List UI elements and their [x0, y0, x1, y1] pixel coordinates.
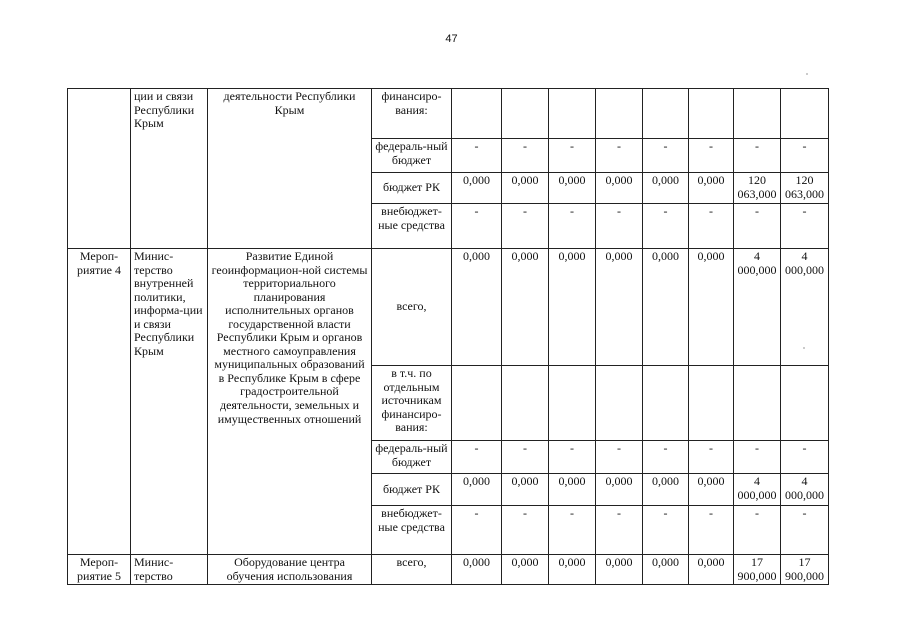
amount-cell: 0,000 [689, 555, 734, 585]
amount-cell: - [502, 139, 549, 173]
amount-cell: 0,000 [452, 555, 502, 585]
amount-cell: - [549, 441, 596, 474]
description-cell: Развитие Единой геоинформацион-ной системы территориального планирования исполнительных органов государственной власти Республики Крым и органов местного самоуправления муниципальных образований в Республике Крым в сфере градостроительной деятельности, земельных и имущественных отношений [208, 249, 372, 555]
amount-cell: 4 000,000 [781, 474, 829, 506]
amount-cell: 4 000,000 [734, 474, 781, 506]
amount-cell: - [734, 441, 781, 474]
amount-cell: - [734, 204, 781, 249]
amount-cell: 0,000 [596, 249, 643, 366]
amount-cell: - [596, 506, 643, 555]
page-number: 47 [445, 33, 458, 45]
amount-cell: 0,000 [452, 249, 502, 366]
amount-cell: 0,000 [549, 249, 596, 366]
funding-source-cell: финансиро-вания: [372, 89, 452, 139]
amount-cell: - [502, 506, 549, 555]
amount-cell: - [596, 139, 643, 173]
funding-source-cell: бюджет РК [372, 173, 452, 204]
amount-cell: - [781, 204, 829, 249]
amount-cell: 0,000 [502, 474, 549, 506]
amount-cell: 0,000 [689, 474, 734, 506]
table-row [68, 249, 829, 366]
amount-cell [781, 366, 829, 441]
amount-cell: 0,000 [549, 173, 596, 204]
table-row [68, 89, 829, 139]
amount-cell: - [781, 506, 829, 555]
executor-cell: Минис-терство [131, 555, 208, 585]
amount-cell: - [452, 506, 502, 555]
amount-cell: - [549, 204, 596, 249]
amount-cell [502, 366, 549, 441]
funding-source-cell: всего, [372, 555, 452, 585]
amount-cell: 0,000 [643, 249, 689, 366]
amount-cell: 0,000 [502, 249, 549, 366]
amount-cell: - [596, 204, 643, 249]
budget-table [67, 88, 829, 585]
amount-cell [781, 89, 829, 139]
amount-cell: 120 063,000 [781, 173, 829, 204]
amount-cell: 0,000 [596, 474, 643, 506]
amount-cell: 0,000 [549, 474, 596, 506]
funding-source-cell: всего, [372, 249, 452, 366]
amount-cell: 120 063,000 [734, 173, 781, 204]
amount-cell: - [643, 204, 689, 249]
amount-cell: - [452, 139, 502, 173]
amount-cell: 0,000 [452, 173, 502, 204]
funding-source-cell: бюджет РК [372, 474, 452, 506]
amount-cell: 0,000 [549, 555, 596, 585]
amount-cell [452, 366, 502, 441]
amount-cell: 0,000 [689, 249, 734, 366]
amount-cell: 0,000 [502, 173, 549, 204]
funding-source-cell: внебюджет-ные средства [372, 204, 452, 249]
scan-speck [806, 73, 808, 75]
amount-cell: 0,000 [502, 555, 549, 585]
amount-cell: 0,000 [452, 474, 502, 506]
amount-cell: - [689, 441, 734, 474]
amount-cell [549, 89, 596, 139]
amount-cell: - [549, 139, 596, 173]
amount-cell: - [452, 441, 502, 474]
scan-speck [803, 347, 805, 349]
amount-cell: - [643, 139, 689, 173]
amount-cell: 4 000,000 [781, 249, 829, 366]
funding-source-cell: федераль-ный бюджет [372, 139, 452, 173]
amount-cell: - [596, 441, 643, 474]
executor-cell: ции и связи Республики Крым [131, 89, 208, 249]
amount-cell: - [452, 204, 502, 249]
amount-cell: 17 900,000 [734, 555, 781, 585]
table-row [68, 555, 829, 585]
amount-cell: - [643, 441, 689, 474]
amount-cell: 0,000 [596, 173, 643, 204]
amount-cell: - [689, 506, 734, 555]
amount-cell [734, 366, 781, 441]
amount-cell: 4 000,000 [734, 249, 781, 366]
amount-cell: 0,000 [689, 173, 734, 204]
description-cell: деятельности Республики Крым [208, 89, 372, 249]
amount-cell [452, 89, 502, 139]
funding-source-cell: в т.ч. по отдельным источникам финансиро-вания: [372, 366, 452, 441]
amount-cell: 0,000 [643, 555, 689, 585]
amount-cell [734, 89, 781, 139]
amount-cell [549, 366, 596, 441]
funding-source-cell: федераль-ный бюджет [372, 441, 452, 474]
amount-cell: 0,000 [643, 173, 689, 204]
event-cell: Мероп-риятие 5 [68, 555, 131, 585]
amount-cell [643, 89, 689, 139]
amount-cell: - [689, 139, 734, 173]
amount-cell: 0,000 [643, 474, 689, 506]
amount-cell: - [734, 139, 781, 173]
amount-cell: - [781, 139, 829, 173]
amount-cell: 0,000 [596, 555, 643, 585]
executor-cell: Минис-терство внутренней политики, информа-ции и связи Республики Крым [131, 249, 208, 555]
description-cell: Оборудование центра обучения использования [208, 555, 372, 585]
amount-cell [643, 366, 689, 441]
amount-cell: - [734, 506, 781, 555]
amount-cell: 17 900,000 [781, 555, 829, 585]
amount-cell: - [549, 506, 596, 555]
event-cell [68, 89, 131, 249]
amount-cell: - [502, 204, 549, 249]
amount-cell [502, 89, 549, 139]
amount-cell: - [781, 441, 829, 474]
amount-cell: - [689, 204, 734, 249]
amount-cell [596, 366, 643, 441]
amount-cell [689, 366, 734, 441]
amount-cell: - [502, 441, 549, 474]
funding-source-cell: внебюджет-ные средства [372, 506, 452, 555]
amount-cell [596, 89, 643, 139]
event-cell: Мероп-риятие 4 [68, 249, 131, 555]
amount-cell: - [643, 506, 689, 555]
amount-cell [689, 89, 734, 139]
